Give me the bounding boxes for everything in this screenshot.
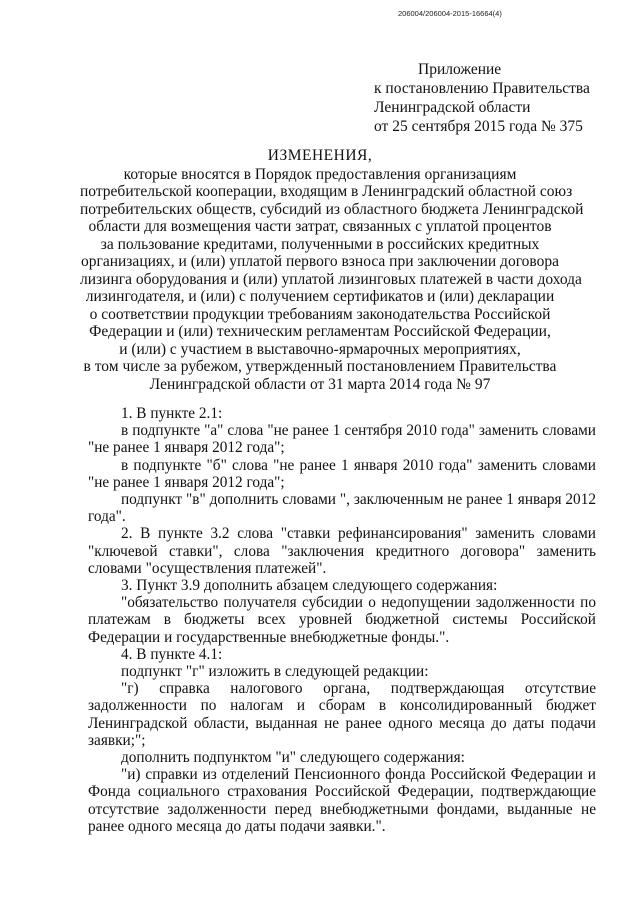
title-line: Ленинградской области от 31 марта 2014 года № 97 bbox=[149, 375, 491, 393]
paragraph: 3. Пункт 3.9 дополнить абзацем следующего содержания: bbox=[121, 577, 498, 595]
title-line: области для возмещения части затрат, связанных с уплатой процентов bbox=[88, 218, 552, 235]
appendix-block bbox=[374, 60, 590, 136]
title-line: которые вносятся в Порядок предоставления организациям bbox=[123, 165, 517, 183]
document-title bbox=[80, 147, 584, 393]
paragraph: 1. В пункте 2.1: bbox=[121, 405, 223, 422]
paragraph: подпункт "в" дополнить словами ", заключенным не ранее 1 января 2012 года". bbox=[88, 491, 596, 526]
title-line: в том числе за рубежом, утвержденный постановлением Правительства bbox=[83, 358, 557, 375]
appendix-line-1: Приложение bbox=[418, 61, 502, 78]
appendix-line-3: Ленинградской области bbox=[374, 99, 531, 116]
document-body bbox=[88, 405, 596, 835]
title-line: Федерации и (или) техническим регламентам Российской Федерации, bbox=[89, 323, 551, 340]
paragraph: "обязательство получателя субсидии о недопущении задолженности по платежам в бюджеты всех уровней бюджетной системы Российской Федерации и государственные внебюджетные фонды.". bbox=[88, 594, 596, 646]
title-line: организациях, и (или) уплатой первого взноса при заключении договора bbox=[80, 253, 560, 270]
paragraph: дополнить подпунктом "и" следующего содержания: bbox=[121, 749, 465, 767]
title-line: потребительской кооперации, входящим в Ленинградский областной союз bbox=[80, 183, 573, 200]
document-code: 206004/206004-2015-16664(4) bbox=[398, 9, 502, 18]
title-line: и (или) с участием в выставочно-ярмарочных мероприятиях, bbox=[119, 340, 521, 358]
title-line: за пользование кредитами, полученными в российских кредитных bbox=[100, 235, 540, 253]
title-line: лизинга оборудования и (или) уплатой лизинговых платежей в части дохода bbox=[80, 270, 582, 288]
appendix-line-2: к постановлению Правительства bbox=[374, 80, 590, 97]
paragraph: "и) справки из отделений Пенсионного фонда Российской Федерации и Фонда социального страхования Российской Федерации, подтверждающие отсутствие задолженности перед внебюджетными фондами, выданные не ранее одного месяца до даты подачи заявки.". bbox=[88, 766, 596, 835]
paragraph: 4. В пункте 4.1: bbox=[121, 645, 223, 663]
paragraph: подпункт "г" изложить в следующей редакции: bbox=[121, 663, 429, 681]
title-line: о соответствии продукции требованиям законодательства Российской bbox=[89, 305, 551, 323]
appendix-line-4: от 25 сентября 2015 года № 375 bbox=[374, 118, 583, 135]
title-heading: ИЗМЕНЕНИЯ, bbox=[267, 147, 373, 164]
paragraph: в подпункте "а" слова "не ранее 1 сентября 2010 года" заменить словами "не ранее 1 января 2012 года"; bbox=[88, 422, 596, 457]
paragraph: "г) справка налогового органа, подтверждающая отсутствие задолженности по налогам и сборам в консолидированный бюджет Ленинградской области, выданная не ранее одного месяца до даты подачи заявки;"; bbox=[88, 680, 596, 749]
paragraph: 2. В пункте 3.2 слова "ставки рефинансирования" заменить словами "ключевой ставки", слова "заключения кредитного договора" заменить словами "осуществления платежей". bbox=[88, 525, 596, 577]
title-line: потребительских обществ, субсидий из областного бюджета Ленинградской bbox=[80, 200, 584, 218]
title-line: лизингодателя, и (или) с получением сертификатов и (или) декларации bbox=[85, 288, 555, 305]
paragraph: в подпункте "б" слова "не ранее 1 января 2010 года" заменить словами "не ранее 1 января 2012 года"; bbox=[88, 456, 596, 491]
